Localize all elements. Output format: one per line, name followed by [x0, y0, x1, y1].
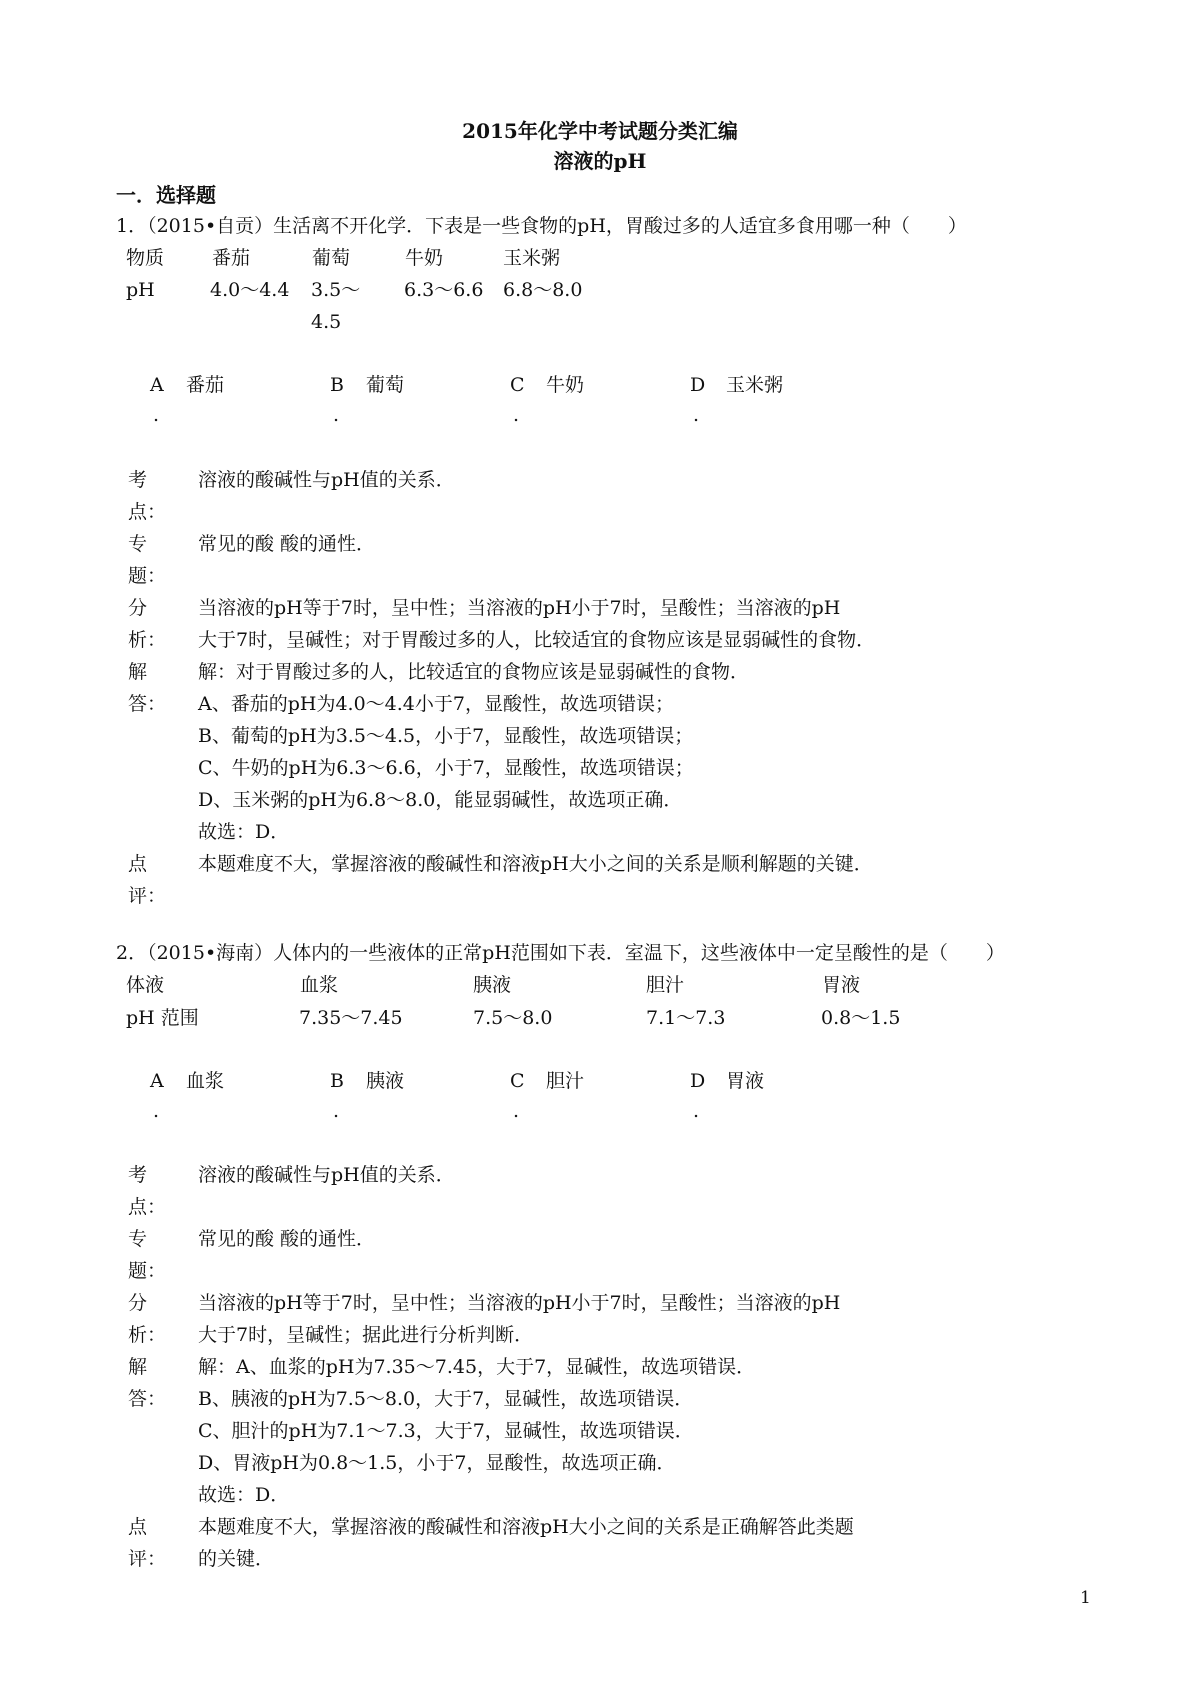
dianping-line: 本题难度不大，掌握溶液的酸碱性和溶液pH大小之间的关系是正确解答此类题 — [198, 1516, 854, 1538]
zhuanti-text: 常见的酸 酸的通性． — [198, 1228, 376, 1250]
option-d-text: 玉米粥 — [726, 374, 784, 396]
zhuanti-text: 常见的酸 酸的通性． — [198, 533, 376, 555]
kaodian-label-1: 考 — [128, 469, 148, 491]
dianping-label-2: 评： — [128, 885, 167, 907]
table-value: 6.3～6.6 — [404, 279, 484, 301]
table-head-label: 物质 — [126, 247, 165, 269]
jieda-line: B、葡萄的pH为3.5～4.5，小于7，显酸性，故选项错误； — [198, 725, 694, 747]
fenxi-label-2: 析： — [128, 629, 167, 651]
kaodian-text: 溶液的酸碱性与pH值的关系． — [198, 469, 455, 491]
jieda-line: 故选：D． — [198, 1484, 290, 1506]
jieda-line: A、番茄的pH为4.0～4.4小于7，显酸性，故选项错误； — [198, 693, 674, 715]
table-item: 血浆 — [300, 974, 339, 996]
kaodian-label-2: 点： — [128, 1196, 167, 1218]
dianping-label-1: 点 — [128, 853, 148, 875]
option-dot: . — [333, 404, 340, 426]
jieda-label-1: 解 — [128, 661, 148, 683]
dianping-line: 的关键． — [198, 1548, 275, 1570]
jieda-line: 故选：D． — [198, 821, 290, 843]
page-title: 2015年化学中考试题分类汇编 — [462, 119, 738, 143]
table-value: 7.1～7.3 — [646, 1007, 726, 1029]
option-d-letter: D — [690, 374, 706, 396]
kaodian-text: 溶液的酸碱性与pH值的关系． — [198, 1164, 455, 1186]
option-c-text: 胆汁 — [546, 1070, 585, 1092]
option-c-letter: C — [510, 1070, 525, 1092]
table-ph-label: pH — [126, 279, 155, 301]
table-value: 4.0～4.4 — [210, 279, 290, 301]
jieda-line: 解：对于胃酸过多的人，比较适宜的食物应该是显弱碱性的食物． — [198, 661, 750, 683]
zhuanti-label-1: 专 — [128, 533, 148, 555]
fenxi-label-1: 分 — [128, 597, 148, 619]
option-b-text: 葡萄 — [366, 374, 405, 396]
table-head-label: 体液 — [126, 974, 165, 996]
question-stem: 2．（2015•海南）人体内的一些液体的正常pH范围如下表．室温下，这些液体中一定呈酸性的是（ ） — [116, 942, 1005, 964]
option-dot: . — [153, 1100, 160, 1122]
table-value: 7.35～7.45 — [299, 1007, 403, 1029]
option-b-letter: B — [330, 374, 344, 396]
section-heading: 一．选择题 — [116, 183, 216, 207]
table-item: 胆汁 — [646, 974, 685, 996]
option-d-letter: D — [690, 1070, 706, 1092]
fenxi-line: 当溶液的pH等于7时，呈中性；当溶液的pH小于7时，呈酸性；当溶液的pH — [198, 1292, 841, 1314]
option-b-letter: B — [330, 1070, 344, 1092]
jieda-line: B、胰液的pH为7.5～8.0，大于7，显碱性，故选项错误． — [198, 1388, 694, 1410]
option-dot: . — [153, 404, 160, 426]
option-c-letter: C — [510, 374, 525, 396]
dianping-line: 本题难度不大，掌握溶液的酸碱性和溶液pH大小之间的关系是顺利解题的关键． — [198, 853, 873, 875]
zhuanti-label-2: 题： — [128, 565, 167, 587]
table-value: 7.5～8.0 — [473, 1007, 553, 1029]
option-b-text: 胰液 — [366, 1070, 405, 1092]
option-a-text: 血浆 — [186, 1070, 225, 1092]
jieda-label-1: 解 — [128, 1356, 148, 1378]
fenxi-line: 大于7时，呈碱性；对于胃酸过多的人，比较适宜的食物应该是显弱碱性的食物． — [198, 629, 876, 651]
fenxi-line: 大于7时，呈碱性；据此进行分析判断． — [198, 1324, 534, 1346]
option-dot: . — [333, 1100, 340, 1122]
table-value-wrap: 4.5 — [311, 311, 342, 333]
page-subtitle: 溶液的pH — [553, 149, 647, 173]
option-c-text: 牛奶 — [546, 374, 585, 396]
jieda-line: C、胆汁的pH为7.1～7.3，大于7，显碱性，故选项错误． — [198, 1420, 694, 1442]
table-item: 葡萄 — [312, 247, 351, 269]
kaodian-label-1: 考 — [128, 1164, 148, 1186]
jieda-line: D、胃液pH为0.8～1.5，小于7，显酸性，故选项正确． — [198, 1452, 676, 1474]
table-item: 胰液 — [473, 974, 512, 996]
option-a-letter: A — [150, 374, 164, 396]
zhuanti-label-1: 专 — [128, 1228, 148, 1250]
jieda-line: C、牛奶的pH为6.3～6.6，小于7，显酸性，故选项错误； — [198, 757, 694, 779]
fenxi-label-1: 分 — [128, 1292, 148, 1314]
table-value: 0.8～1.5 — [821, 1007, 901, 1029]
fenxi-label-2: 析： — [128, 1324, 167, 1346]
option-dot: . — [513, 404, 520, 426]
kaodian-label-2: 点： — [128, 501, 167, 523]
dianping-label-1: 点 — [128, 1516, 148, 1538]
option-dot: . — [693, 404, 700, 426]
table-value: 3.5～ — [311, 279, 361, 301]
option-a-letter: A — [150, 1070, 164, 1092]
jieda-line: 解：A、血浆的pH为7.35～7.45，大于7，显碱性，故选项错误． — [198, 1356, 756, 1378]
option-dot: . — [513, 1100, 520, 1122]
jieda-label-2: 答： — [128, 693, 167, 715]
table-ph-label: pH 范围 — [126, 1007, 199, 1029]
option-d-text: 胃液 — [726, 1070, 765, 1092]
jieda-label-2: 答： — [128, 1388, 167, 1410]
table-value: 6.8～8.0 — [503, 279, 583, 301]
jieda-line: D、玉米粥的pH为6.8～8.0，能显弱碱性，故选项正确． — [198, 789, 683, 811]
option-a-text: 番茄 — [186, 374, 225, 396]
table-item: 玉米粥 — [503, 247, 561, 269]
fenxi-line: 当溶液的pH等于7时，呈中性；当溶液的pH小于7时，呈酸性；当溶液的pH — [198, 597, 841, 619]
dianping-label-2: 评： — [128, 1548, 167, 1570]
table-item: 牛奶 — [405, 247, 444, 269]
table-item: 番茄 — [212, 247, 251, 269]
table-item: 胃液 — [822, 974, 861, 996]
page-number: 1 — [1080, 1588, 1091, 1608]
question-stem: 1．（2015•自贡）生活离不开化学．下表是一些食物的pH，胃酸过多的人适宜多食用哪一种（ ） — [116, 215, 967, 237]
zhuanti-label-2: 题： — [128, 1260, 167, 1282]
option-dot: . — [693, 1100, 700, 1122]
